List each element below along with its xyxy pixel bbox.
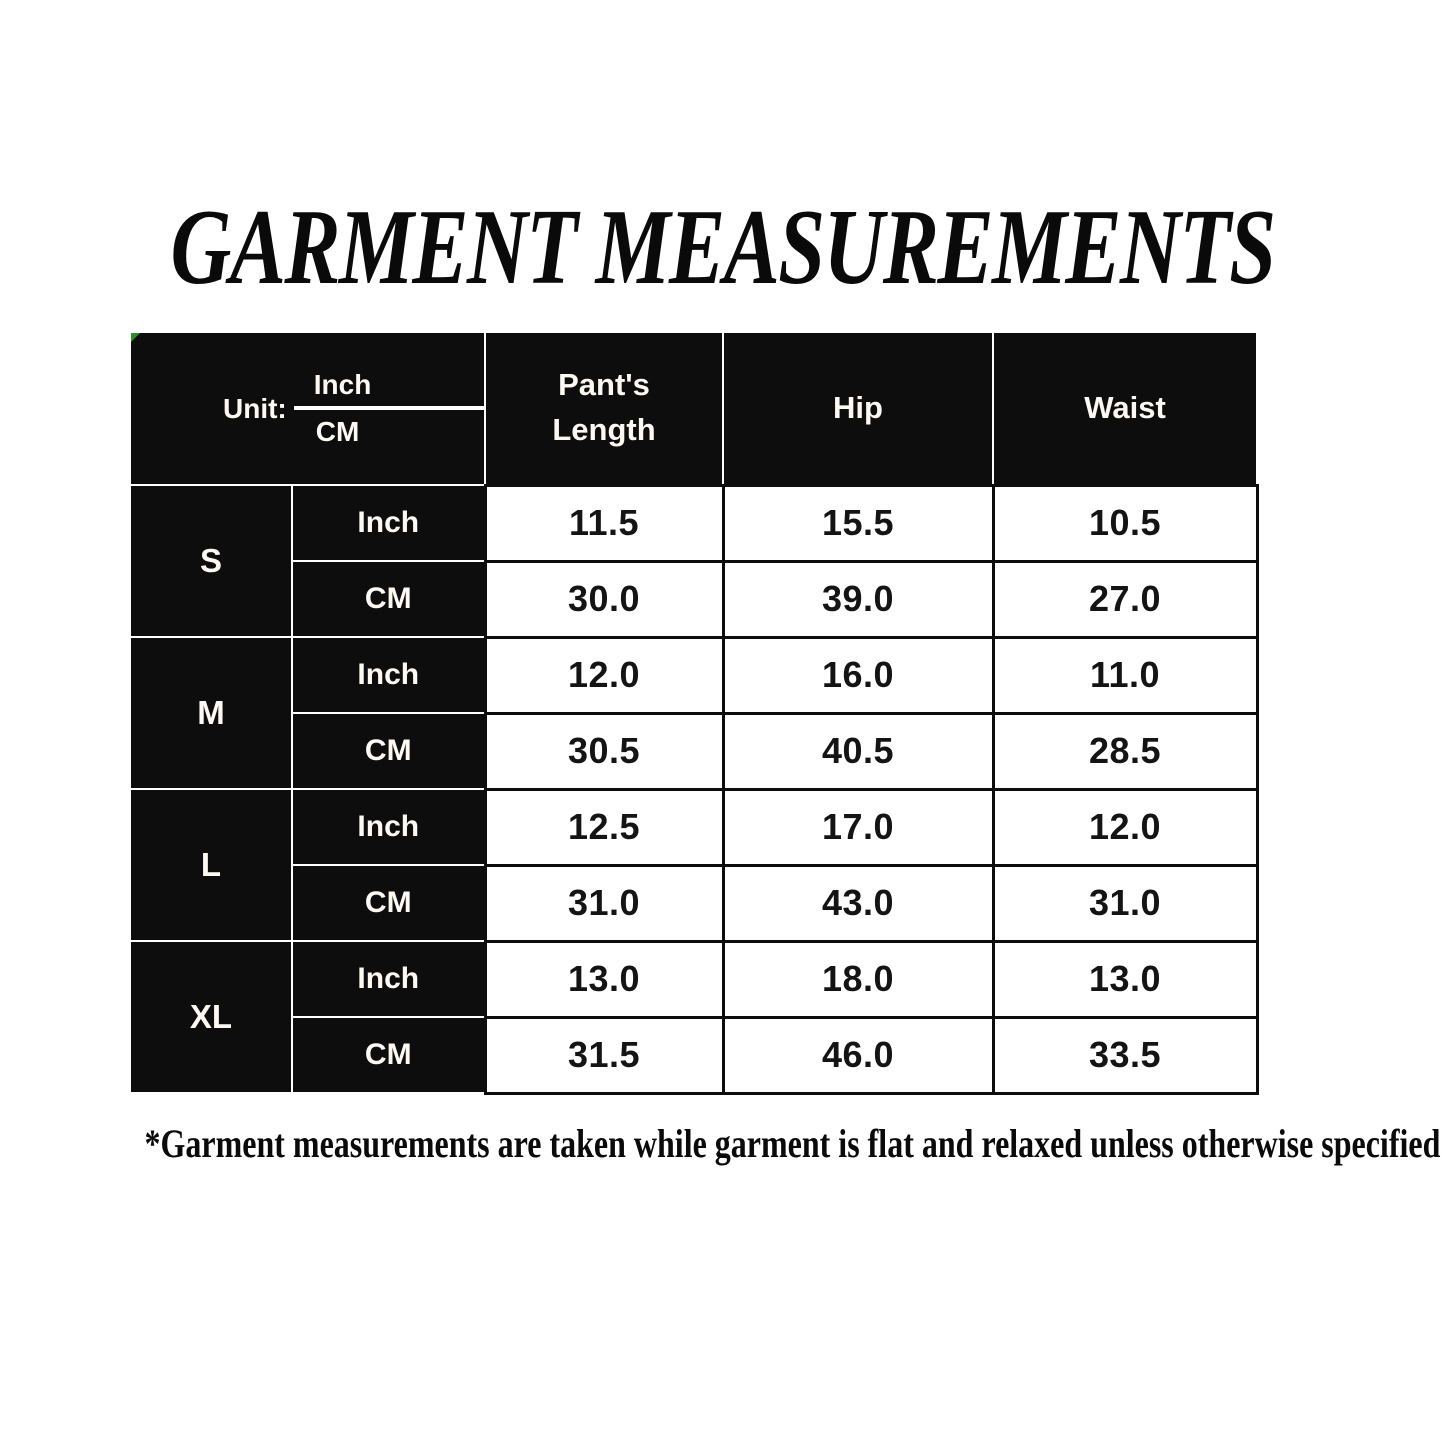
measure-hip: 16.0 [723, 637, 993, 713]
unit-option-cm: CM [315, 416, 360, 447]
unit-row-label: CM [292, 865, 485, 941]
measure-waist: 13.0 [993, 941, 1257, 1017]
measure-hip: 43.0 [723, 865, 993, 941]
size-cell-s: S [130, 485, 292, 637]
unit-row-label: CM [292, 713, 485, 789]
page-title: GARMENT MEASUREMENTS [170, 188, 1275, 307]
measure-waist: 31.0 [993, 865, 1257, 941]
measure-pants-length: 12.5 [485, 789, 723, 865]
unit-row-label: CM [292, 561, 485, 637]
unit-row-label: Inch [292, 941, 485, 1017]
table-row-m-inch [130, 637, 1257, 713]
table-row-s-inch [130, 485, 1257, 561]
measure-waist: 12.0 [993, 789, 1257, 865]
measure-hip: 46.0 [723, 1017, 993, 1093]
unit-fraction [131, 369, 484, 448]
size-table [129, 331, 1259, 1095]
size-cell-m: M [130, 637, 292, 789]
unit-label: Unit: [223, 392, 287, 424]
table-row-xl-cm [130, 1017, 1257, 1093]
column-header-hip: Hip [723, 332, 993, 485]
unit-row-label: CM [292, 1017, 485, 1093]
measure-waist: 33.5 [993, 1017, 1257, 1093]
table-row-l-inch [130, 789, 1257, 865]
table-row-m-cm [130, 713, 1257, 789]
measure-waist: 10.5 [993, 485, 1257, 561]
unit-row-label: Inch [292, 789, 485, 865]
measure-pants-length: 11.5 [485, 485, 723, 561]
measure-hip: 40.5 [723, 713, 993, 789]
measure-waist: 27.0 [993, 561, 1257, 637]
measure-pants-length: 31.0 [485, 865, 723, 941]
table-header-row [130, 332, 1257, 485]
measurement-table [129, 331, 1259, 1095]
cell-corner-marker-icon [131, 333, 140, 342]
measure-pants-length: 30.5 [485, 713, 723, 789]
measure-hip: 15.5 [723, 485, 993, 561]
table-row-xl-inch [130, 941, 1257, 1017]
measure-hip: 18.0 [723, 941, 993, 1017]
size-cell-l: L [130, 789, 292, 941]
column-header-pants-length: Pant's Length [485, 332, 723, 485]
footnote: *Garment measurements are taken while garment is flat and relaxed unless otherwise specified [144, 1121, 1441, 1166]
measure-waist: 28.5 [993, 713, 1257, 789]
measure-pants-length: 30.0 [485, 561, 723, 637]
measure-pants-length: 12.0 [485, 637, 723, 713]
measure-hip: 17.0 [723, 789, 993, 865]
column-header-waist: Waist [993, 332, 1257, 485]
unit-row-label: Inch [292, 485, 485, 561]
unit-row-label: Inch [292, 637, 485, 713]
measure-waist: 11.0 [993, 637, 1257, 713]
size-cell-xl: XL [130, 941, 292, 1093]
table-row-l-cm [130, 865, 1257, 941]
unit-header-cell [130, 332, 485, 485]
measure-pants-length: 13.0 [485, 941, 723, 1017]
table-row-s-cm [130, 561, 1257, 637]
measure-pants-length: 31.5 [485, 1017, 723, 1093]
unit-option-inch: Inch [294, 369, 484, 410]
measure-hip: 39.0 [723, 561, 993, 637]
